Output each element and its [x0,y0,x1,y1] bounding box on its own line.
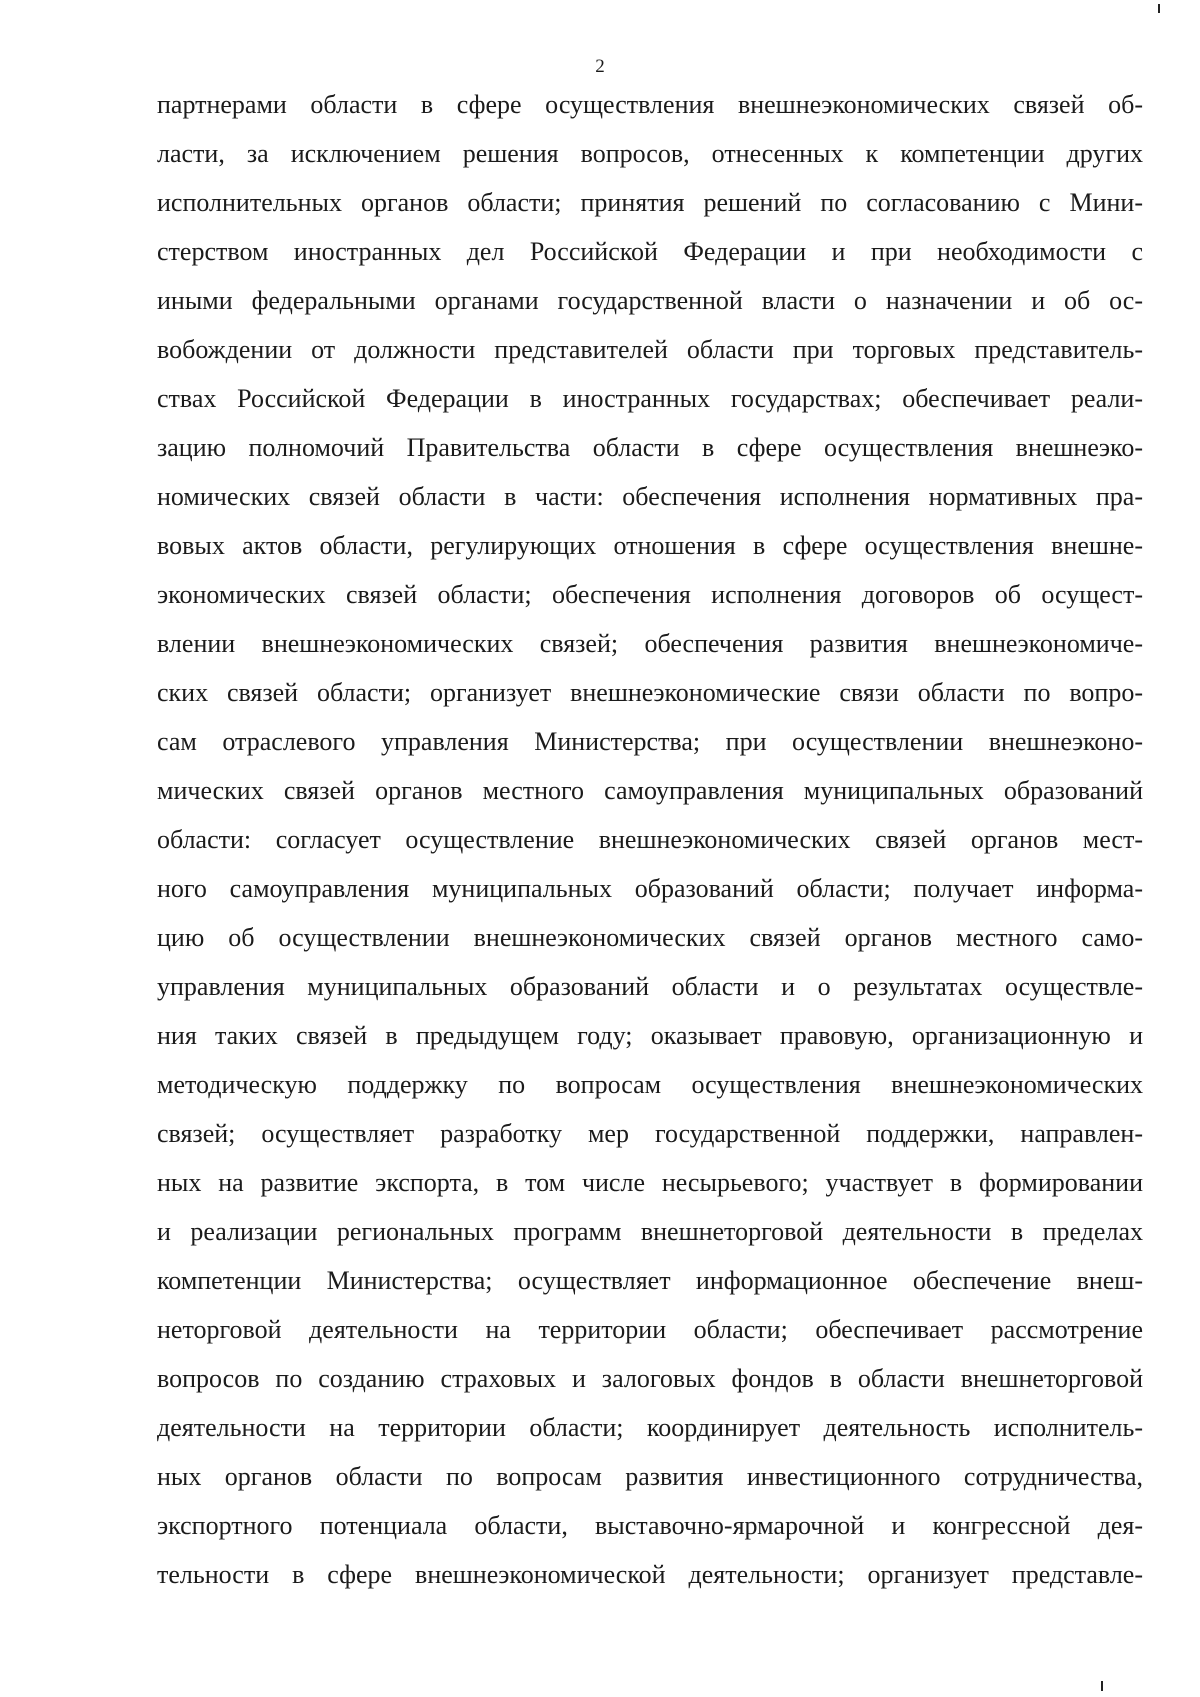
text-line: влении внешнеэкономических связей; обеспечения развития внешнеэкономиче- [157,629,1143,658]
text-line: мических связей органов местного самоуправления муниципальных образований [157,776,1143,805]
page-number: 2 [595,56,605,77]
text-line: области: согласует осуществление внешнеэкономических связей органов мест- [157,825,1143,854]
text-line: партнерами области в сфере осуществления внешнеэкономических связей об- [157,90,1143,119]
text-line: ных на развитие экспорта, в том числе несырьевого; участвует в формировании [157,1168,1143,1197]
text-line: неторговой деятельности на территории области; обеспечивает рассмотрение [157,1315,1143,1344]
text-line: компетенции Министерства; осуществляет информационное обеспечение внеш- [157,1266,1143,1295]
text-line: ласти, за исключением решения вопросов, отнесенных к компетенции других [157,139,1143,168]
text-line: номических связей области в части: обеспечения исполнения нормативных пра- [157,482,1143,511]
scan-mark [1101,1681,1103,1691]
text-line: деятельности на территории области; координирует деятельность исполнитель- [157,1413,1143,1442]
text-line: тельности в сфере внешнеэкономической деятельности; организует представле- [157,1560,1143,1589]
text-line: иными федеральными органами государственной власти о назначении и об ос- [157,286,1143,315]
text-line: зацию полномочий Правительства области в сфере осуществления внешнеэко- [157,433,1143,462]
text-line: исполнительных органов области; принятия решений по согласованию с Мини- [157,188,1143,217]
text-line: ного самоуправления муниципальных образований области; получает информа- [157,874,1143,903]
text-line: и реализации региональных программ внешнеторговой деятельности в пределах [157,1217,1143,1246]
body-text [157,80,1143,1599]
text-line: ных органов области по вопросам развития инвестиционного сотрудничества, [157,1462,1143,1491]
text-line: стерством иностранных дел Российской Федерации и при необходимости с [157,237,1143,266]
text-line: цию об осуществлении внешнеэкономических связей органов местного само- [157,923,1143,952]
text-line: управления муниципальных образований области и о результатах осуществле- [157,972,1143,1001]
text-line: экономических связей области; обеспечения исполнения договоров об осущест- [157,580,1143,609]
text-line: ских связей области; организует внешнеэкономические связи области по вопро- [157,678,1143,707]
text-line: сам отраслевого управления Министерства; при осуществлении внешнеэконо- [157,727,1143,756]
text-line: ствах Российской Федерации в иностранных государствах; обеспечивает реали- [157,384,1143,413]
text-line: вопросов по созданию страховых и залоговых фондов в области внешнеторговой [157,1364,1143,1393]
text-line: методическую поддержку по вопросам осуществления внешнеэкономических [157,1070,1143,1099]
text-line: вобождении от должности представителей области при торговых представитель- [157,335,1143,364]
text-line: вовых актов области, регулирующих отношения в сфере осуществления внешне- [157,531,1143,560]
text-line: экспортного потенциала области, выставочно-ярмарочной и конгрессной дея- [157,1511,1143,1540]
text-line: ния таких связей в предыдущем году; оказывает правовую, организационную и [157,1021,1143,1050]
text-line: связей; осуществляет разработку мер государственной поддержки, направлен- [157,1119,1143,1148]
scan-mark [1158,4,1160,13]
